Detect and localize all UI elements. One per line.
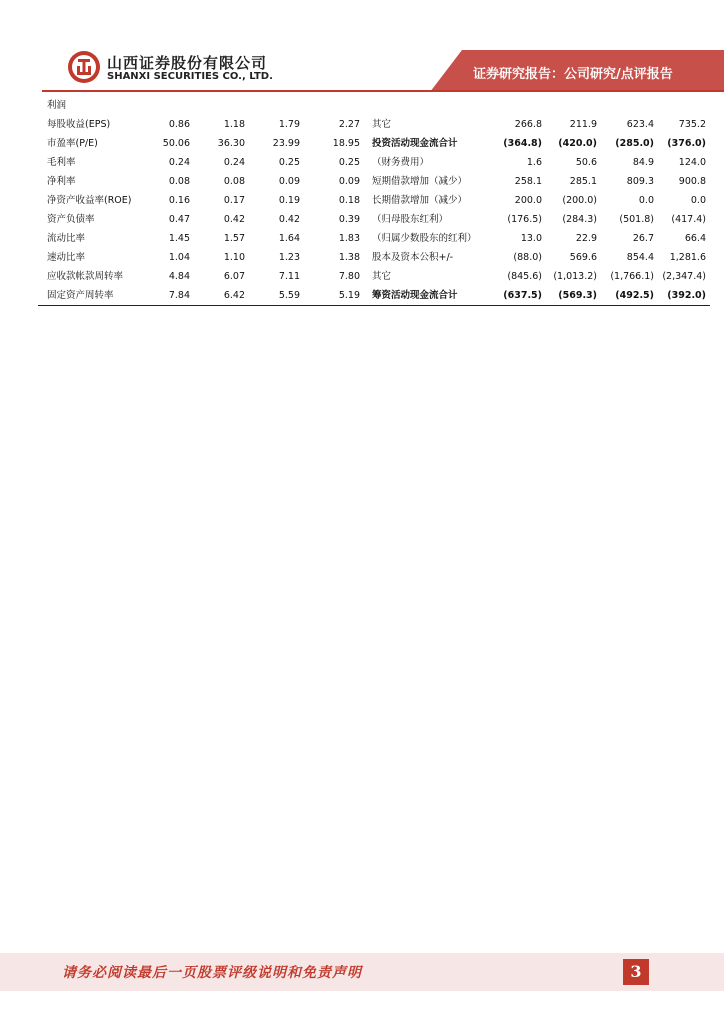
cashflow-value: (637.5) (503, 290, 542, 301)
table-row (42, 191, 710, 210)
table-row (42, 248, 710, 267)
ratio-value: 18.95 (332, 138, 360, 149)
cashflow-value: 854.4 (626, 252, 654, 263)
cashflow-value: 266.8 (514, 119, 542, 130)
ratio-value: 1.23 (278, 252, 300, 263)
row-label-right: 长期借款增加（减少） (372, 195, 468, 206)
ratio-value: 0.08 (168, 176, 190, 187)
ratio-value: 7.84 (168, 290, 190, 301)
ratio-value: 4.84 (168, 271, 190, 282)
disclaimer-text: 请务必阅读最后一页股票评级说明和免责声明 (62, 965, 362, 981)
row-label-left: 固定资产周转率 (47, 290, 114, 301)
cashflow-value: (845.6) (507, 271, 542, 282)
row-label-right: 其它 (372, 119, 392, 130)
company-logo-icon (67, 50, 101, 84)
cashflow-value: 200.0 (514, 195, 542, 206)
ratio-value: 0.39 (338, 214, 360, 225)
cashflow-value: (501.8) (619, 214, 654, 225)
cashflow-value: (1,766.1) (610, 271, 654, 282)
table-row (42, 286, 710, 305)
cashflow-value: (1,013.2) (553, 271, 597, 282)
cashflow-value: (569.3) (558, 290, 597, 301)
table-row (42, 172, 710, 191)
ratio-value: 2.27 (338, 119, 360, 130)
ratio-value: 7.11 (278, 271, 300, 282)
table-row (42, 153, 710, 172)
cashflow-value: (2,347.4) (662, 271, 706, 282)
ratio-value: 1.79 (278, 119, 300, 130)
ratio-value: 1.04 (168, 252, 190, 263)
row-label-left: 应收款帐款周转率 (47, 271, 124, 282)
cashflow-value: (376.0) (667, 138, 706, 149)
cashflow-value: (417.4) (671, 214, 706, 225)
row-label-right: （归属少数股东的红利） (372, 233, 477, 244)
ratio-value: 0.25 (338, 157, 360, 168)
cashflow-value: (492.5) (615, 290, 654, 301)
cashflow-value: (420.0) (558, 138, 597, 149)
cashflow-value: 735.2 (678, 119, 706, 130)
ratio-value: 1.18 (223, 119, 245, 130)
row-label-right: （归母股东红利） (372, 214, 449, 225)
ratio-value: 1.38 (338, 252, 360, 263)
cashflow-value: 1.6 (526, 157, 542, 168)
cashflow-value: 569.6 (569, 252, 597, 263)
cashflow-value: 50.6 (575, 157, 597, 168)
ratio-value: 0.09 (338, 176, 360, 187)
report-type-title: 证券研究报告：公司研究/点评报告 (473, 67, 673, 82)
ratio-value: 0.47 (168, 214, 190, 225)
ratio-value: 0.18 (338, 195, 360, 206)
row-label-right: 股本及资本公积+/- (372, 252, 454, 263)
cashflow-value: (200.0) (562, 195, 597, 206)
ratio-value: 0.25 (278, 157, 300, 168)
ratio-value: 5.19 (338, 290, 360, 301)
cashflow-value: 258.1 (514, 176, 542, 187)
row-label-left: 毛利率 (47, 157, 76, 168)
cashflow-value: 66.4 (684, 233, 706, 244)
table-row (42, 267, 710, 286)
ratio-value: 6.42 (223, 290, 245, 301)
header-banner (0, 0, 724, 100)
cashflow-value: 0.0 (690, 195, 706, 206)
section-row (42, 96, 710, 115)
cashflow-value: 211.9 (569, 119, 597, 130)
ratio-value: 0.42 (278, 214, 300, 225)
cashflow-value: 84.9 (632, 157, 654, 168)
ratio-value: 0.86 (168, 119, 190, 130)
cashflow-value: (88.0) (513, 252, 542, 263)
cashflow-value: 26.7 (632, 233, 654, 244)
row-label-left: 市盈率(P/E) (47, 138, 98, 149)
page-number: 3 (623, 959, 649, 985)
section-label: 利润 (47, 100, 67, 111)
ratio-value: 1.83 (338, 233, 360, 244)
row-label-left: 每股收益(EPS) (47, 119, 111, 130)
ratio-value: 5.59 (278, 290, 300, 301)
ratio-value: 1.45 (168, 233, 190, 244)
cashflow-value: 623.4 (626, 119, 654, 130)
row-label-left: 净利率 (47, 176, 76, 187)
table-row (42, 134, 710, 153)
row-label-right: 筹资活动现金流合计 (372, 290, 458, 301)
financial-table (42, 96, 710, 305)
row-label-left: 速动比率 (47, 252, 86, 263)
ratio-value: 6.07 (223, 271, 245, 282)
table-body (42, 115, 710, 305)
cashflow-value: 124.0 (678, 157, 706, 168)
ratio-value: 0.08 (223, 176, 245, 187)
ratio-value: 0.24 (168, 157, 190, 168)
cashflow-value: 22.9 (575, 233, 597, 244)
ratio-value: 0.19 (278, 195, 300, 206)
ratio-value: 0.42 (223, 214, 245, 225)
row-label-right: 其它 (372, 271, 392, 282)
cashflow-value: (176.5) (507, 214, 542, 225)
cashflow-value: (392.0) (667, 290, 706, 301)
ratio-value: 7.80 (338, 271, 360, 282)
row-label-left: 资产负债率 (47, 214, 95, 225)
ratio-value: 0.24 (223, 157, 245, 168)
cashflow-value: 1,281.6 (669, 252, 706, 263)
row-label-left: 净资产收益率(ROE) (47, 195, 132, 206)
cashflow-value: 0.0 (638, 195, 654, 206)
ratio-value: 0.09 (278, 176, 300, 187)
table-row (42, 210, 710, 229)
ratio-value: 0.17 (223, 195, 245, 206)
company-name-en: SHANXI SECURITIES CO., LTD. (107, 71, 273, 82)
row-label-right: 投资活动现金流合计 (372, 138, 458, 149)
cashflow-value: 900.8 (678, 176, 706, 187)
table-row (42, 229, 710, 248)
ratio-value: 23.99 (272, 138, 300, 149)
table-row (42, 115, 710, 134)
cashflow-value: (285.0) (615, 138, 654, 149)
ratio-value: 1.64 (278, 233, 300, 244)
table-bottom-rule (38, 305, 710, 306)
ratio-value: 1.10 (223, 252, 245, 263)
ratio-value: 50.06 (162, 138, 190, 149)
ratio-value: 36.30 (217, 138, 245, 149)
cashflow-value: (364.8) (503, 138, 542, 149)
company-name-cn: 山西证券股份有限公司 (107, 54, 268, 72)
cashflow-value: (284.3) (562, 214, 597, 225)
cashflow-value: 13.0 (520, 233, 542, 244)
cashflow-value: 285.1 (569, 176, 597, 187)
row-label-left: 流动比率 (47, 233, 86, 244)
ratio-value: 0.16 (168, 195, 190, 206)
ratio-value: 1.57 (223, 233, 245, 244)
row-label-right: （财务费用） (372, 157, 430, 168)
cashflow-value: 809.3 (626, 176, 654, 187)
row-label-right: 短期借款增加（减少） (372, 176, 468, 187)
report-header (0, 0, 724, 100)
